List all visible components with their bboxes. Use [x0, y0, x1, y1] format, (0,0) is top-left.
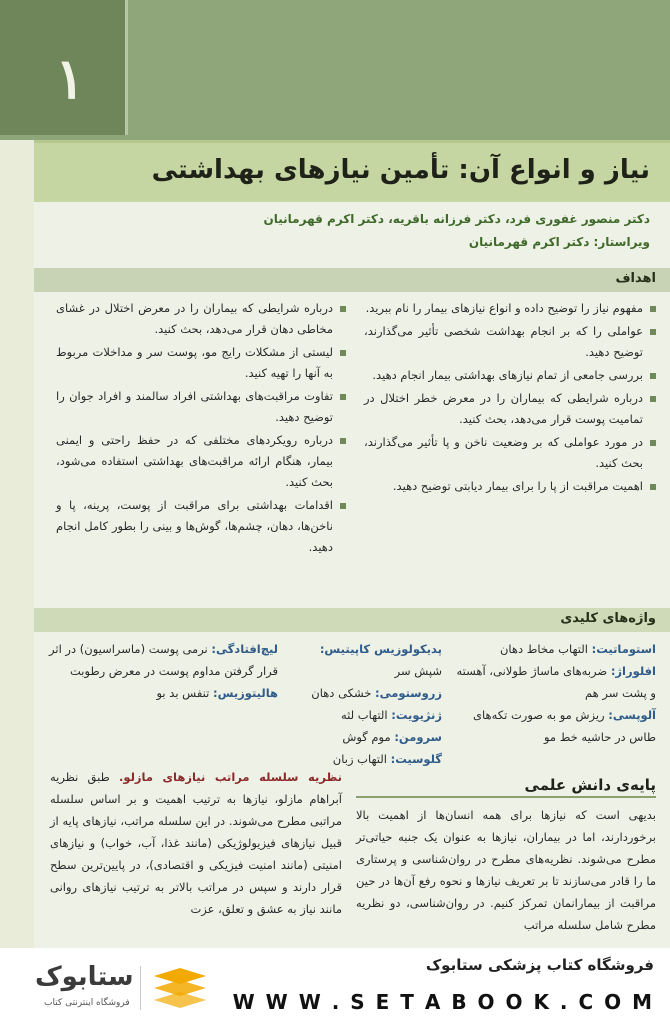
science-heading: پایه‌ی دانش علمی — [524, 776, 656, 794]
goals-left-column — [56, 298, 346, 560]
keyword-term: گلوسیت: — [390, 752, 442, 766]
keyword-def: ضربه‌های ماساژ طولانی، آهسته و پشت سر هم — [456, 664, 656, 700]
keyword-def: التهاب لثه — [341, 708, 392, 722]
goal-item: اهمیت مراقبت از پا را برای بیمار دیابتی توضیح دهید. — [364, 476, 656, 497]
editor: ویراستار: دکتر اکرم قهرمانیان — [468, 235, 650, 249]
maslow-heading: نظریه سلسله مراتب نیازهای مازلو. — [118, 770, 342, 784]
goal-item: در مورد عواملی که بر وضعیت ناخن و پا تأثیر می‌گذارند، بحث کنید. — [364, 432, 656, 474]
keyword-entry — [292, 638, 442, 682]
goal-item: درباره شرایطی که بیماران را در معرض خطر اختلال در تمامیت پوست قرار می‌دهد، بحث کنید. — [364, 388, 656, 430]
keywords-heading: واژه‌های کلیدی — [560, 611, 656, 626]
keyword-term: سرومن: — [394, 730, 442, 744]
authors-block — [264, 208, 650, 254]
page-title: نیاز و انواع آن: تأمین نیازهای بهداشتی — [151, 155, 650, 185]
keyword-entry — [48, 682, 278, 704]
keyword-entry — [292, 726, 442, 748]
title-bar — [34, 140, 670, 202]
keyword-def: نرمی پوست (ماسراسیون) در اثر قرار گرفتن مداوم پوست در معرض رطوبت — [49, 642, 278, 678]
keyword-entry — [292, 682, 442, 704]
keywords-column-2 — [292, 638, 442, 770]
goal-item: تفاوت مراقبت‌های بهداشتی افراد سالمند و افراد جوان را توضیح دهید. — [56, 386, 346, 428]
keyword-term: آلوپسی: — [608, 708, 656, 722]
keyword-term: هالیتوزیس: — [212, 686, 278, 700]
maslow-text: طبق نظریه آبراهام مازلو، نیازها به ترتیب اهمیت و بر اساس سلسله مراتبی مطرح می‌شوند. در این سلسله مراتب، نیازهای پایه از قبیل نیازهای فیزیولوژیکی (مانند غذا، آب، خواب) و نیازهای امنیتی (مانند امنیت فیزیکی و اقتصادی)، در پایین‌ترین سطح قرار دارند و سپس در مراتب بالاتر به ترتیب نیازهای روانی مانند نیاز به عشق و تعلق، عزت — [50, 770, 342, 916]
authors: دکتر منصور غفوری فرد، دکتر فرزانه باقریه، دکتر اکرم قهرمانیان — [263, 212, 650, 226]
keyword-entry — [48, 638, 278, 682]
goal-item: بررسی جامعی از تمام نیازهای بهداشتی بیمار انجام دهید. — [364, 365, 656, 386]
keyword-def: موم گوش — [342, 730, 395, 744]
keywords-column-3 — [48, 638, 278, 704]
keyword-term: لیچ‌افتادگی: — [211, 642, 278, 656]
keyword-def: التهاب مخاط دهان — [499, 642, 592, 656]
science-text: بدیهی است که نیازها برای همه انسان‌ها از اهمیت بالا برخوردارند، اما در بیماران، نیازها به عنوان یک جنبه حیاتی‌تر مطرح می‌شوند. نظریه‌های مطرح در روان‌شناسی و پرستاری ما را قادر می‌سازند تا بر تعریف نیازها و نحوه رفع آن‌ها در حین مراقبت از بیمارانمان تمرکز کنیم. در روان‌شناسی، دو نظریه مطرح شامل سلسله مراتب — [356, 808, 656, 932]
keyword-term: افلوراژ: — [610, 664, 656, 678]
science-rule — [356, 796, 656, 798]
footer-shop-name: فروشگاه کتاب پزشکی ستابوک — [425, 956, 654, 974]
footer-website-link[interactable]: W W W . S E T A B O O K . C O M — [232, 990, 654, 1014]
goals-heading: اهداف — [615, 271, 656, 286]
keyword-def: ریزش مو به صورت تکه‌های طاس در حاشیه خط مو — [473, 708, 656, 744]
keywords-column-1 — [456, 638, 656, 748]
keyword-term: پدیکولوزیس کاپیتیس: — [319, 642, 442, 656]
keyword-entry — [456, 660, 656, 704]
keyword-def: التهاب زبان — [332, 752, 391, 766]
keyword-def: شپش سر — [394, 664, 442, 678]
footer-logo-tag: فروشگاه اینترنتی کتاب — [44, 998, 130, 1008]
keyword-term: ژنژیویت: — [391, 708, 442, 722]
page — [34, 140, 670, 948]
goal-item: عواملی را که بر انجام بهداشت شخصی تأثیر می‌گذارند، توضیح دهید. — [364, 321, 656, 363]
goals-section — [34, 292, 670, 588]
keyword-entry — [456, 704, 656, 748]
keyword-entry — [292, 704, 442, 726]
goals-heading-bar — [34, 268, 670, 292]
keyword-def: تنفس بد بو — [156, 686, 213, 700]
keyword-entry — [456, 638, 656, 660]
keywords-heading-bar — [34, 608, 670, 632]
maslow-paragraph — [50, 766, 342, 920]
keyword-term: زروستومی: — [375, 686, 442, 700]
goal-item: لیستی از مشکلات رایج مو، پوست سر و مداخلات مربوط به آنها را تهیه کنید. — [56, 342, 346, 384]
footer-banner — [0, 948, 670, 1024]
goal-item: اقدامات بهداشتی برای مراقبت از پوست، پرینه، پا و ناخن‌ها، دهان، چشم‌ها، گوش‌ها و بینی را بطور کامل انجام دهید. — [56, 495, 346, 558]
footer-logo-word: ستابوک — [35, 962, 134, 992]
goal-item: مفهوم نیاز را توضیح داده و انواع نیازهای بیمار را نام ببرید. — [364, 298, 656, 319]
goal-item: درباره شرایطی که بیماران را در معرض اختلال در غشای مخاطی دهان قرار می‌دهد، بحث کنید. — [56, 298, 346, 340]
keyword-def: خشکی دهان — [311, 686, 376, 700]
goal-item: درباره رویکردهای مختلفی که در حفظ راحتی و ایمنی بیمار، هنگام ارائه مراقبت‌های بهداشتی استفاده می‌شود، بحث کنید. — [56, 430, 346, 493]
goals-right-column — [364, 298, 656, 499]
chapter-number: ۱ — [54, 46, 86, 112]
footer-divider — [140, 966, 141, 1010]
chapter-box — [0, 0, 128, 135]
keyword-term: استوماتیت: — [591, 642, 656, 656]
setabook-logo-icon — [150, 968, 210, 1012]
